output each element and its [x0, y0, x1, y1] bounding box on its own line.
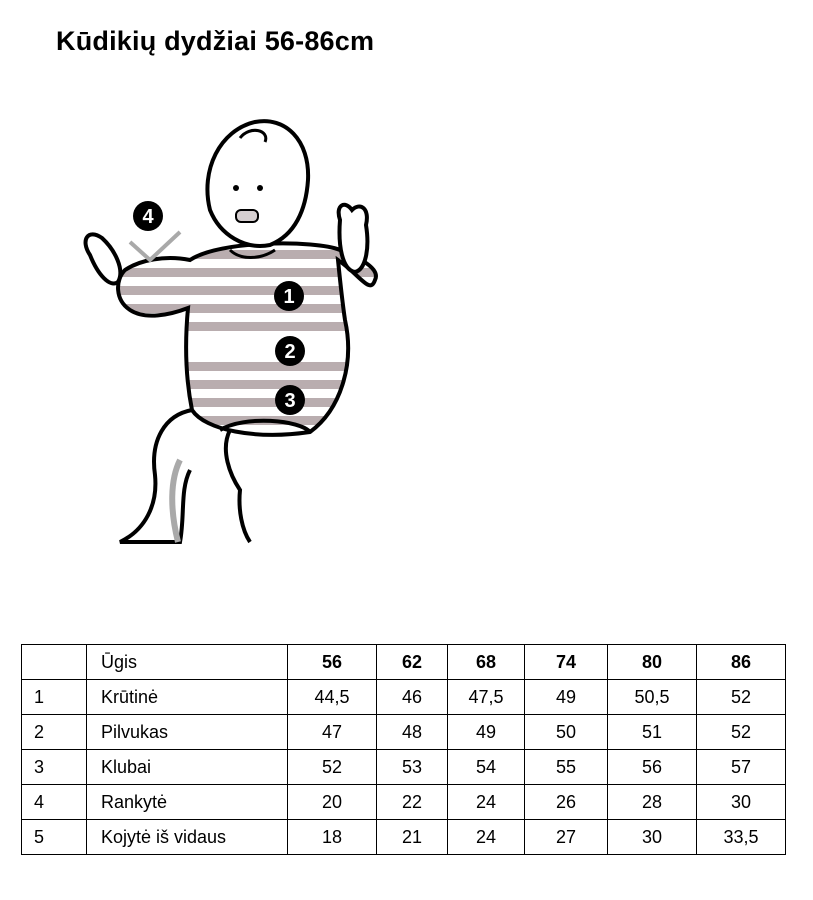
- row-number: 3: [22, 750, 87, 785]
- page-title: Kūdikių dydžiai 56-86cm: [56, 26, 375, 56]
- header-size: 68: [448, 645, 525, 680]
- table-cell: 22: [377, 785, 448, 820]
- table-row: [22, 680, 786, 715]
- table-cell: 57: [697, 750, 786, 785]
- size-table: [21, 644, 786, 855]
- row-number: 5: [22, 820, 87, 855]
- table-cell: 20: [288, 785, 377, 820]
- table-cell: 49: [448, 715, 525, 750]
- table-cell: 51: [608, 715, 697, 750]
- header-size: 56: [288, 645, 377, 680]
- table-row: [22, 750, 786, 785]
- table-cell: [22, 645, 87, 680]
- baby-illustration: [70, 110, 400, 550]
- table-row: [22, 715, 786, 750]
- header-size: 62: [377, 645, 448, 680]
- table-cell: 24: [448, 785, 525, 820]
- header-size: 86: [697, 645, 786, 680]
- table-cell: 48: [377, 715, 448, 750]
- table-cell: 52: [697, 680, 786, 715]
- table-header-row: [22, 645, 786, 680]
- table-cell: 27: [525, 820, 608, 855]
- row-number: 4: [22, 785, 87, 820]
- table-cell: 52: [288, 750, 377, 785]
- row-label: Klubai: [87, 750, 288, 785]
- svg-text:4: 4: [142, 206, 154, 228]
- table-row: [22, 820, 786, 855]
- table-cell: 56: [608, 750, 697, 785]
- row-number: 1: [22, 680, 87, 715]
- table-cell: 21: [377, 820, 448, 855]
- header-label: Ūgis: [87, 645, 288, 680]
- row-label: Rankytė: [87, 785, 288, 820]
- table-cell: 28: [608, 785, 697, 820]
- row-label: Krūtinė: [87, 680, 288, 715]
- table-cell: 18: [288, 820, 377, 855]
- svg-text:1: 1: [283, 286, 295, 308]
- marker-4: [133, 201, 163, 231]
- table-cell: 33,5: [697, 820, 786, 855]
- header-size: 74: [525, 645, 608, 680]
- table-row: [22, 785, 786, 820]
- table-cell: 47,5: [448, 680, 525, 715]
- table-cell: 44,5: [288, 680, 377, 715]
- table-cell: 55: [525, 750, 608, 785]
- baby-measurement-figure: [70, 110, 400, 550]
- row-label: Kojytė iš vidaus: [87, 820, 288, 855]
- svg-text:2: 2: [284, 341, 296, 363]
- row-number: 2: [22, 715, 87, 750]
- table-cell: 24: [448, 820, 525, 855]
- table-cell: 47: [288, 715, 377, 750]
- table-cell: 50: [525, 715, 608, 750]
- table-cell: 50,5: [608, 680, 697, 715]
- table-cell: 26: [525, 785, 608, 820]
- table-cell: 30: [697, 785, 786, 820]
- table-cell: 54: [448, 750, 525, 785]
- table-cell: 52: [697, 715, 786, 750]
- marker-1: [274, 281, 304, 311]
- header-size: 80: [608, 645, 697, 680]
- marker-2: [275, 336, 305, 366]
- row-label: Pilvukas: [87, 715, 288, 750]
- table-cell: 49: [525, 680, 608, 715]
- table-cell: 46: [377, 680, 448, 715]
- table-cell: 53: [377, 750, 448, 785]
- svg-text:3: 3: [284, 390, 296, 412]
- table-cell: 30: [608, 820, 697, 855]
- marker-3: [275, 385, 305, 415]
